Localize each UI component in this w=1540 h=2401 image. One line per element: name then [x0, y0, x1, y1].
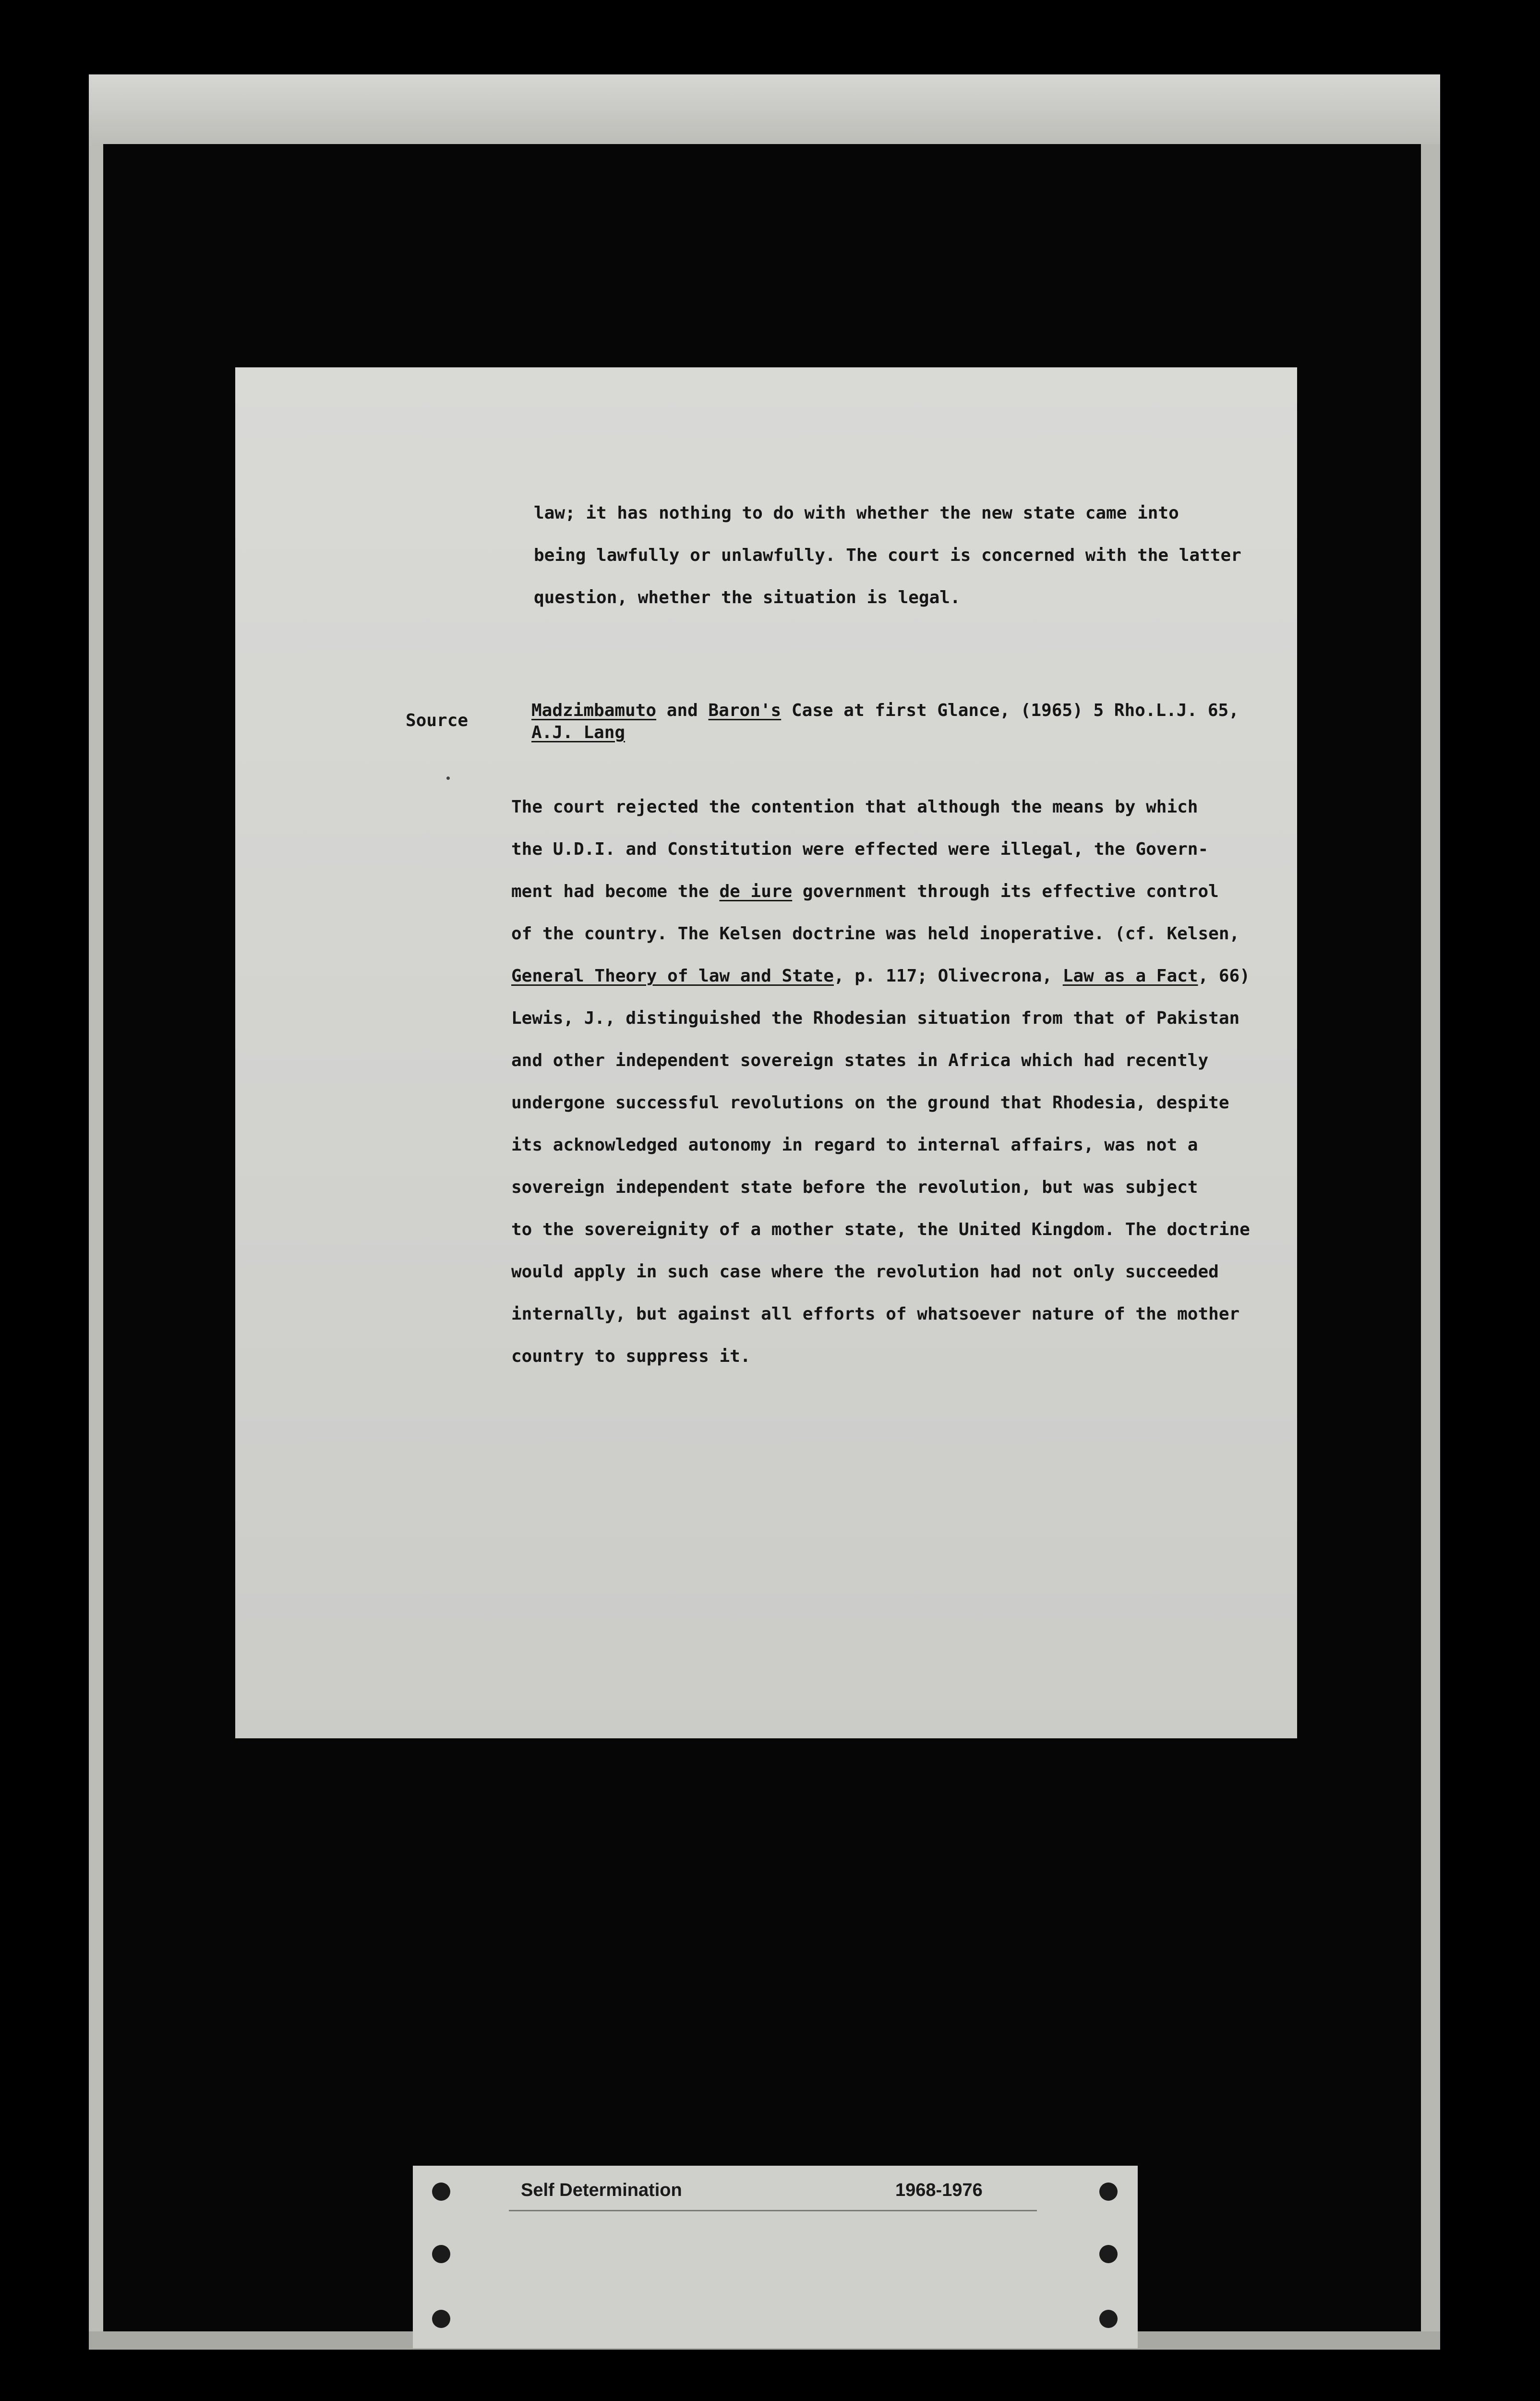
text-line: its acknowledged autonomy in regard to internal affairs, was not a	[511, 1135, 1198, 1155]
text-line: internally, but against all efforts of whatsoever nature of the mother	[511, 1304, 1240, 1324]
text-fragment: , p. 117; Olivecrona,	[833, 966, 1053, 986]
punch-hole	[432, 2310, 450, 2328]
case-name-2: Baron's	[708, 701, 782, 720]
citation-title	[531, 700, 1280, 722]
typewritten-page	[235, 367, 1297, 1738]
text-line: Lewis, J., distinguished the Rhodesian situation from that of Pakistan	[511, 1008, 1240, 1028]
text-line: would apply in such case where the revolution had not only succeeded	[511, 1262, 1219, 1282]
punch-hole	[1099, 2183, 1118, 2201]
text-line: country to suppress it.	[511, 1346, 751, 1366]
text-line	[511, 955, 1284, 997]
citation-author: A.J. Lang	[531, 723, 626, 742]
index-card	[413, 2166, 1138, 2348]
text-line	[511, 871, 1284, 913]
punch-hole	[432, 2183, 450, 2201]
margin-mark	[446, 776, 450, 780]
film-top-strip	[89, 74, 1440, 144]
text-line: law; it has nothing to do with whether the new state came into	[534, 503, 1179, 523]
film-right-rail	[1421, 144, 1440, 2348]
punch-hole	[1099, 2310, 1118, 2328]
text-fragment: ment had become the	[511, 882, 709, 901]
reference-olivecrona: Law as a Fact	[1062, 966, 1198, 986]
text-line: The court rejected the contention that although the means by which	[511, 797, 1198, 817]
card-divider	[509, 2210, 1037, 2211]
film-left-rail	[89, 144, 103, 2348]
punch-hole	[1099, 2245, 1118, 2263]
text-line: of the country. The Kelsen doctrine was held inoperative. (cf. Kelsen,	[511, 924, 1240, 944]
continuation-text	[534, 492, 1273, 619]
text-line: the U.D.I. and Constitution were effected were illegal, the Govern-	[511, 839, 1209, 859]
card-years: 1968-1976	[895, 2180, 983, 2200]
case-name-1: Madzimbamuto	[531, 701, 657, 720]
text-fragment: government through its effective control	[802, 882, 1219, 901]
citation	[531, 700, 1280, 744]
text-line: sovereign independent state before the revolution, but was subject	[511, 1177, 1198, 1197]
punch-hole	[432, 2245, 450, 2263]
card-topic: Self Determination	[521, 2180, 682, 2200]
text-line: to the sovereignity of a mother state, the United Kingdom. The doctrine	[511, 1220, 1250, 1239]
reference-kelsen: General Theory of law and State	[511, 966, 834, 986]
text-line: undergone successful revolutions on the ground that Rhodesia, despite	[511, 1093, 1229, 1113]
source-label: Source	[406, 711, 469, 730]
text-line: question, whether the situation is legal.	[534, 588, 961, 607]
text-fragment: , 66)	[1198, 966, 1250, 986]
term-de-iure: de iure	[719, 882, 793, 901]
body-paragraph	[511, 786, 1284, 1378]
citation-and: and	[666, 701, 698, 720]
text-line: being lawfully or unlawfully. The court is concerned with the latter	[534, 546, 1241, 565]
text-line: and other independent sovereign states in Africa which had recently	[511, 1051, 1209, 1070]
citation-title-rest: Case at first Glance, (1965) 5 Rho.L.J. 65,	[791, 701, 1239, 720]
